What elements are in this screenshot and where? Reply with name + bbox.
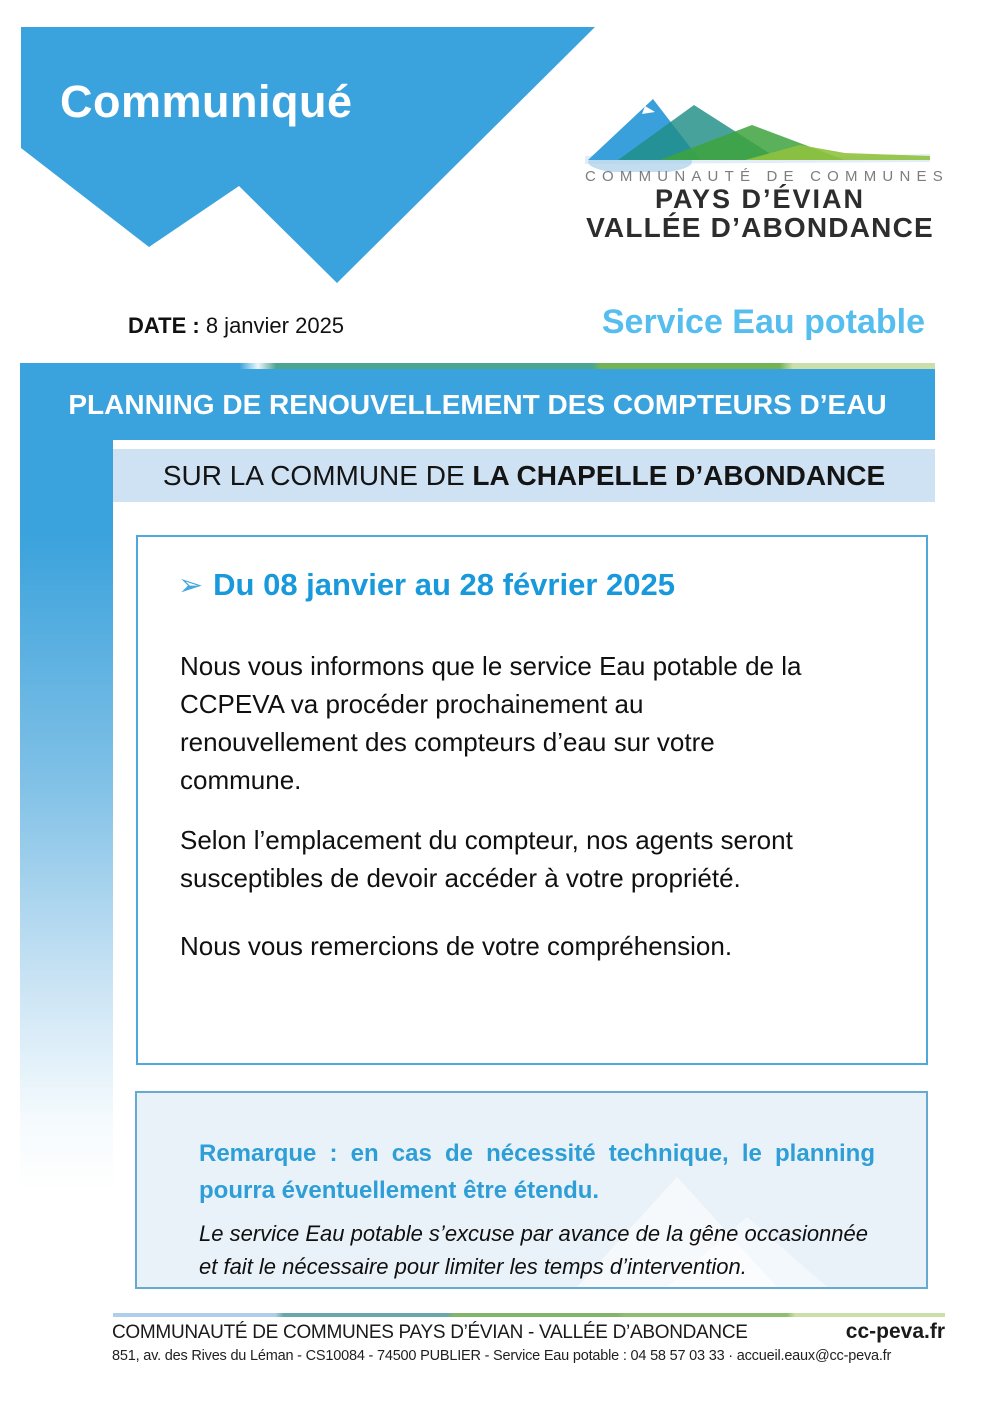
logo-name-line2: VALLÉE D’ABONDANCE — [586, 212, 934, 243]
body-paragraph — [180, 821, 910, 897]
left-gradient-strip — [20, 440, 113, 1192]
notice-box — [136, 535, 928, 1065]
footer-website: cc-peva.fr — [845, 1320, 945, 1343]
arrow-bullet-icon: ➢ — [178, 569, 204, 602]
paragraph-line: renouvellement des compteurs d’eau sur votre — [180, 727, 715, 757]
communique-title: Communiqué — [60, 76, 353, 127]
communique-banner-shape-icon — [0, 0, 620, 300]
date-label: DATE : — [128, 313, 200, 338]
main-title: PLANNING DE RENOUVELLEMENT DES COMPTEURS D’EAU — [68, 389, 887, 420]
subtitle-banner — [113, 449, 935, 502]
footer-address: 851, av. des Rives du Léman - CS10084 - 74500 PUBLIER - Service Eau potable : 04 58 57 03 33 · accueil.eaux@cc-peva.fr — [112, 1348, 892, 1364]
paragraph-line: CCPEVA va procéder prochainement au — [180, 689, 644, 719]
paragraph-line: susceptibles de devoir accéder à votre propriété. — [180, 863, 741, 893]
remark-line: Remarque : en cas de nécessité technique, le planning — [199, 1140, 875, 1167]
paragraph-line: Nous vous informons que le service Eau potable de la — [180, 651, 802, 681]
paragraph-line: Selon l’emplacement du compteur, nos agents seront — [180, 825, 793, 855]
period-heading — [178, 567, 675, 603]
date-line — [128, 313, 344, 339]
main-title-banner — [20, 369, 935, 440]
remark-note — [199, 1217, 889, 1283]
note-line: Le service Eau potable s’excuse par avance de la gêne occasionnée — [199, 1221, 869, 1246]
remark-line: pourra éventuellement être étendu. — [199, 1177, 600, 1204]
ccpeva-logo — [585, 92, 949, 250]
period-text: Du 08 janvier au 28 février 2025 — [213, 567, 675, 602]
body-paragraph — [180, 647, 910, 799]
date-value: 8 janvier 2025 — [205, 313, 345, 338]
subtitle-prefix: SUR LA COMMUNE DE — [162, 460, 473, 491]
logo-name-line1: PAYS D’ÉVIAN — [654, 184, 866, 214]
remark-box — [135, 1091, 928, 1289]
logo-org-type: COMMUNAUTÉ DE COMMUNES — [585, 168, 949, 185]
mountain-range-icon — [585, 92, 935, 172]
footer-divider — [113, 1313, 945, 1317]
paragraph-line: Nous vous remercions de votre compréhension. — [180, 931, 733, 961]
body-paragraph — [180, 927, 910, 965]
subtitle-commune: LA CHAPELLE D’ABONDANCE — [472, 460, 886, 491]
note-line: et fait le nécessaire pour limiter les temps d’intervention. — [199, 1254, 747, 1279]
subtitle — [113, 449, 935, 502]
footer-org-name: COMMUNAUTÉ DE COMMUNES PAYS D’ÉVIAN - VALLÉE D’ABONDANCE — [112, 1322, 748, 1343]
paragraph-line: commune. — [180, 765, 302, 795]
remark-highlight — [199, 1135, 875, 1209]
service-name: Service Eau potable — [601, 303, 925, 341]
